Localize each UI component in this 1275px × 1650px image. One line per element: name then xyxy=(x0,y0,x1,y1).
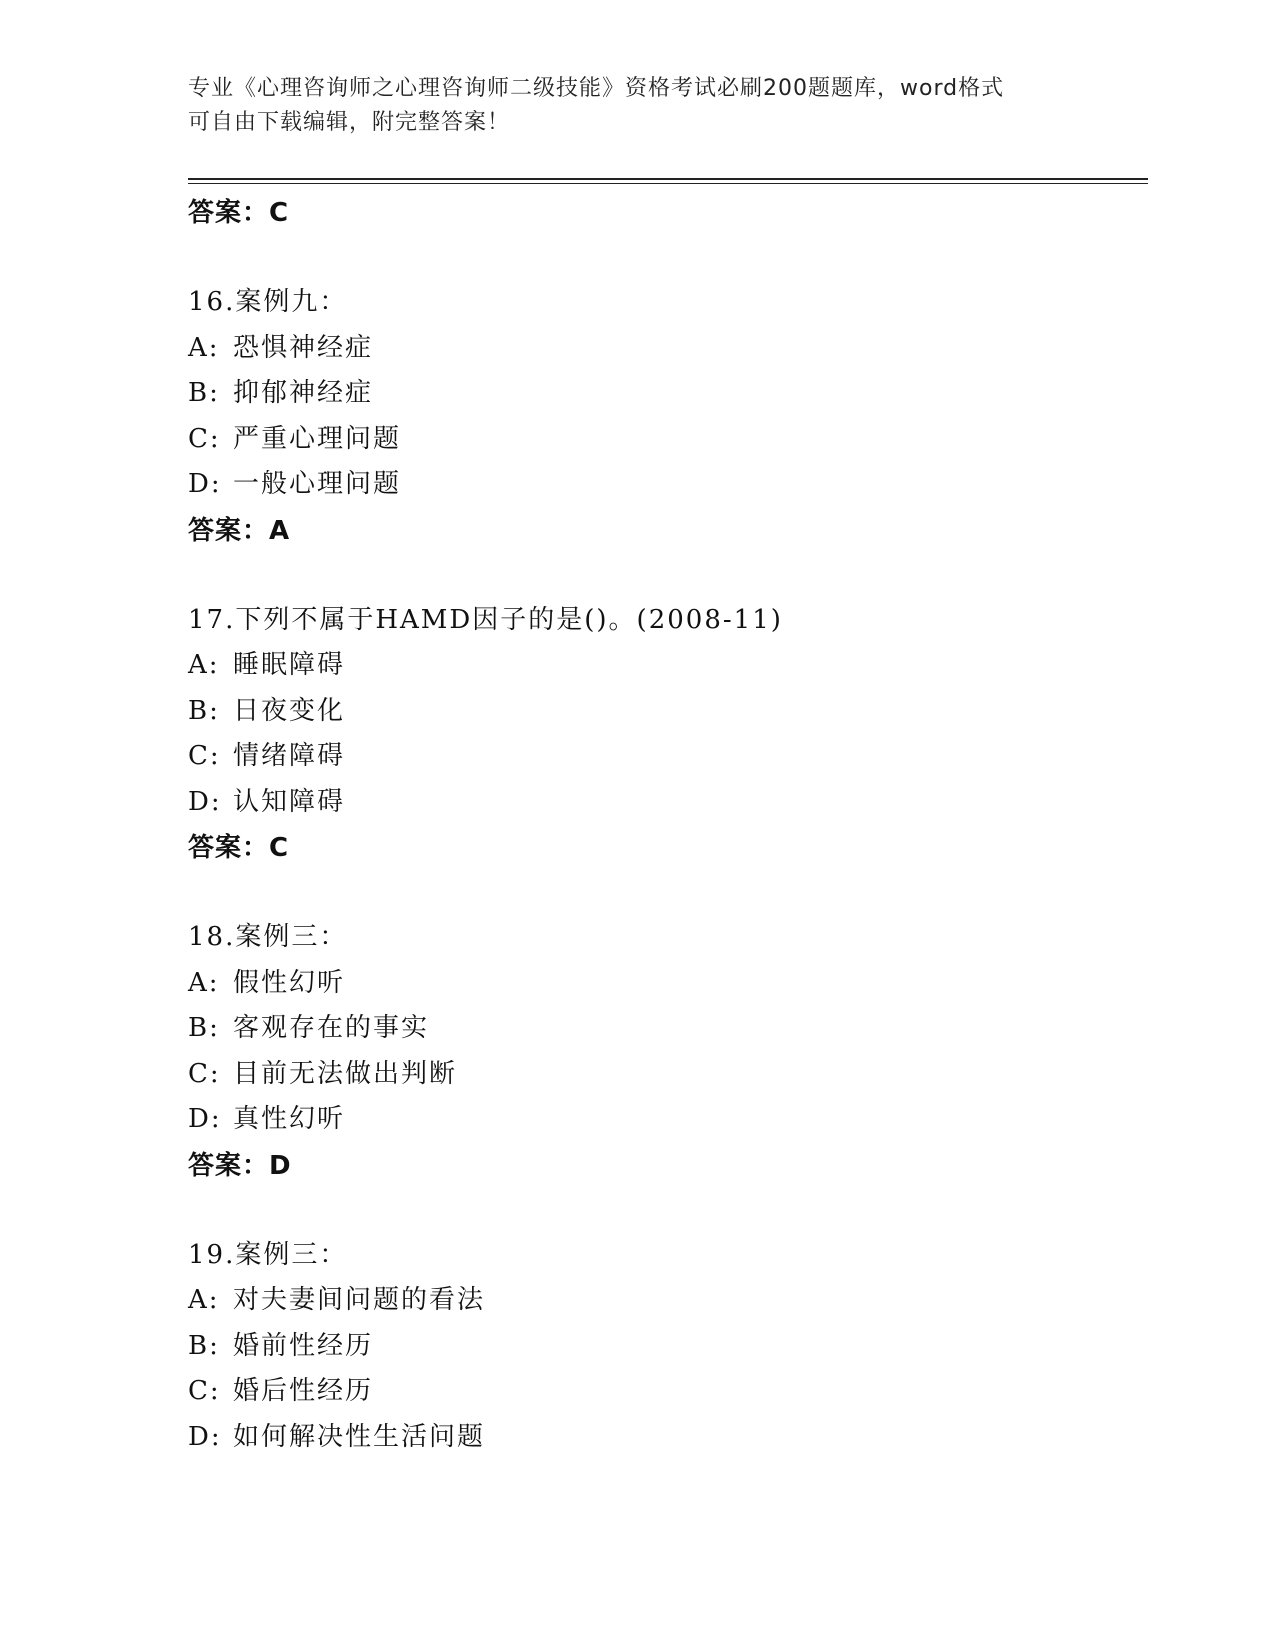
option-text: 严重心理问题 xyxy=(233,423,402,454)
option-text: 抑郁神经症 xyxy=(233,378,374,408)
option-key: B: xyxy=(188,1013,220,1043)
spacer xyxy=(188,236,1088,280)
option-d xyxy=(188,462,1088,508)
option-text: 认知障碍 xyxy=(233,786,346,817)
option-key: C: xyxy=(188,1376,221,1406)
option-text: 情绪障碍 xyxy=(233,741,346,771)
question-17 xyxy=(188,598,1088,872)
question-18 xyxy=(188,915,1088,1189)
option-key: D: xyxy=(188,469,222,499)
answer-text: 答案：D xyxy=(188,1150,292,1181)
option-b xyxy=(188,1324,1088,1370)
question-title: 18.案例三： xyxy=(188,922,348,952)
spacer xyxy=(188,554,1088,598)
answer-text: 答案：A xyxy=(188,515,291,546)
question-list xyxy=(188,190,1088,1460)
option-key: A: xyxy=(188,967,220,998)
header-line-1: 专业《心理咨询师之心理咨询师二级技能》资格考试必刷200题题库，word格式 xyxy=(188,76,1005,101)
option-key: D: xyxy=(188,786,222,817)
option-text: 睡眠障碍 xyxy=(233,650,346,680)
option-key: A: xyxy=(188,332,220,363)
option-b xyxy=(188,689,1088,735)
question-title: 19.案例三： xyxy=(188,1239,348,1270)
option-c xyxy=(188,417,1088,463)
header-line-2: 可自由下载编辑，附完整答案！ xyxy=(188,110,511,135)
option-d xyxy=(188,780,1088,826)
answer-text: 答案：C xyxy=(188,198,290,228)
page-header xyxy=(188,72,1088,140)
option-c xyxy=(188,734,1088,780)
option-text: 日夜变化 xyxy=(233,695,346,726)
option-text: 真性幻听 xyxy=(233,1104,346,1134)
option-key: B: xyxy=(188,695,220,726)
spacer xyxy=(188,1189,1088,1233)
option-key: C: xyxy=(188,741,221,771)
option-text: 假性幻听 xyxy=(233,967,346,998)
option-text: 客观存在的事实 xyxy=(233,1013,430,1043)
option-a xyxy=(188,1278,1088,1324)
answer-text: 答案：C xyxy=(188,833,290,863)
option-text: 如何解决性生活问题 xyxy=(233,1421,486,1452)
option-key: C: xyxy=(188,1058,221,1089)
option-key: A: xyxy=(188,1285,220,1315)
option-key: D: xyxy=(188,1421,222,1452)
option-a xyxy=(188,326,1088,372)
question-title: 16.案例九： xyxy=(188,287,348,317)
option-key: B: xyxy=(188,1330,220,1361)
option-a xyxy=(188,961,1088,1007)
header-divider xyxy=(188,178,1148,184)
option-text: 对夫妻间问题的看法 xyxy=(233,1285,486,1315)
option-text: 目前无法做出判断 xyxy=(233,1058,458,1089)
option-text: 一般心理问题 xyxy=(233,469,402,499)
question-19 xyxy=(188,1233,1088,1461)
option-key: D: xyxy=(188,1104,222,1134)
question-title: 17.下列不属于HAMD因子的是()。(2008-11) xyxy=(188,604,783,635)
option-b xyxy=(188,1006,1088,1052)
option-a xyxy=(188,643,1088,689)
option-key: A: xyxy=(188,650,220,680)
option-b xyxy=(188,371,1088,417)
option-d xyxy=(188,1097,1088,1143)
option-text: 婚后性经历 xyxy=(233,1376,374,1406)
spacer xyxy=(188,871,1088,915)
option-text: 婚前性经历 xyxy=(233,1330,374,1361)
option-c xyxy=(188,1369,1088,1415)
question-16 xyxy=(188,280,1088,554)
option-key: B: xyxy=(188,378,220,408)
option-text: 恐惧神经症 xyxy=(233,332,374,363)
option-d xyxy=(188,1415,1088,1461)
option-key: C: xyxy=(188,423,221,454)
option-c xyxy=(188,1052,1088,1098)
